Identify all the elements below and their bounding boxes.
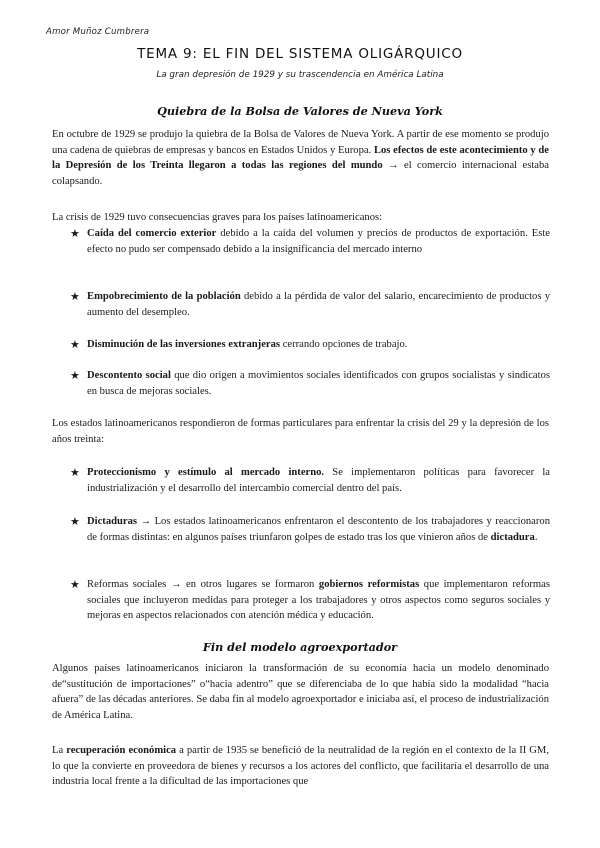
section-heading-quiebra: Quiebra de la Bolsa de Valores de Nueva York xyxy=(157,104,443,118)
paragraph-responses-intro: Los estados latinoamericanos respondieron de formas particulares para enfrentar la crisis del 29 y la depresión de los años treinta: xyxy=(52,418,549,445)
list-item: ★ Proteccionismo y estímulo al mercado interno. Se implementaron políticas para favorecer la industrialización y el desarrollo del intercambio comercial dentro del país. xyxy=(70,466,550,494)
document-title: TEMA 9: EL FIN DEL SISTEMA OLIGÁRQUICO xyxy=(137,46,463,62)
star-bullet-icon: ★ xyxy=(70,290,80,303)
list-item: ★ Disminución de las inversiones extranjeras cerrando opciones de trabajo. xyxy=(70,338,408,351)
list-item: ★ Descontento social que dio origen a movimientos sociales identificados con grupos socialistas y sindicatos en busca de mejoras sociales. xyxy=(70,369,550,397)
document-subtitle: La gran depresión de 1929 y su trascendencia en América Latina xyxy=(156,70,444,80)
star-bullet-icon: ★ xyxy=(70,369,80,382)
star-bullet-icon: ★ xyxy=(70,578,80,591)
list-item: ★ Empobrecimiento de la población debido a la pérdida de valor del salario, encarecimiento de productos y aumento del desempleo. xyxy=(70,290,550,318)
list-item: ★ Reformas sociales → en otros lugares se formaron gobiernos reformistas que implementaron reformas sociales que incluyeron medidas para proteger a los trabajadores y otros aspectos como seguros sociales y mejoras en aspectos relacionados con atención médica y educación. xyxy=(70,578,550,622)
star-bullet-icon: ★ xyxy=(70,466,80,479)
list-item: ★ Dictaduras → Los estados latinoamericanos enfrentaron el descontento de los trabajadores y reaccionaron de formas distintas: en algunos países triunfaron golpes de estado tras los que vinieron años de dictadura. xyxy=(70,515,550,543)
paragraph-sustitucion: Algunos países latinoamericanos iniciaron la transformación de su economía hacia un modelo denominado de“sustitución de importaciones” o“hacia adentro” que se diferenciaba de lo que había sido la modalidad “hacia afuera” de las décadas anteriores. Se daba fin al modelo agroexportador e iniciaba así, el proceso de industrialización de América Latina. xyxy=(52,663,549,721)
paragraph-consequences-intro: La crisis de 1929 tuvo consecuencias graves para los países latinoamericanos: xyxy=(52,212,383,223)
star-bullet-icon: ★ xyxy=(70,338,80,351)
paragraph-recuperacion: La recuperación económica a partir de 1935 se benefició de la neutralidad de la región en el contexto de la II GM, lo que la convierte en proveedora de bienes y recursos a los actores del conflicto, que facilitaría el desarrollo de una industria local frente a la dificultad de las importaciones que xyxy=(52,745,549,788)
paragraph-intro: En octubre de 1929 se produjo la quiebra de la Bolsa de Valores de Nueva York. A partir de ese momento se produjo una cadena de quiebras de empresas y bancos en Estados Unidos y Europa. Los efectos de este acontecimiento y de la Depresión de los Treinta llegaron a todas las regiones del mundo → el comercio internacional estaba colapsando. xyxy=(52,129,549,187)
list-item: ★ Caída del comercio exterior debido a la caída del volumen y precios de productos de exportación. Este efecto no pudo ser compensado debido a la insignificancia del mercado interno xyxy=(70,227,550,255)
star-bullet-icon: ★ xyxy=(70,227,80,240)
section-heading-fin-modelo: Fin del modelo agroexportador xyxy=(202,640,398,654)
author-name: Amor Muñoz Cumbrera xyxy=(46,27,150,37)
star-bullet-icon: ★ xyxy=(70,515,80,528)
